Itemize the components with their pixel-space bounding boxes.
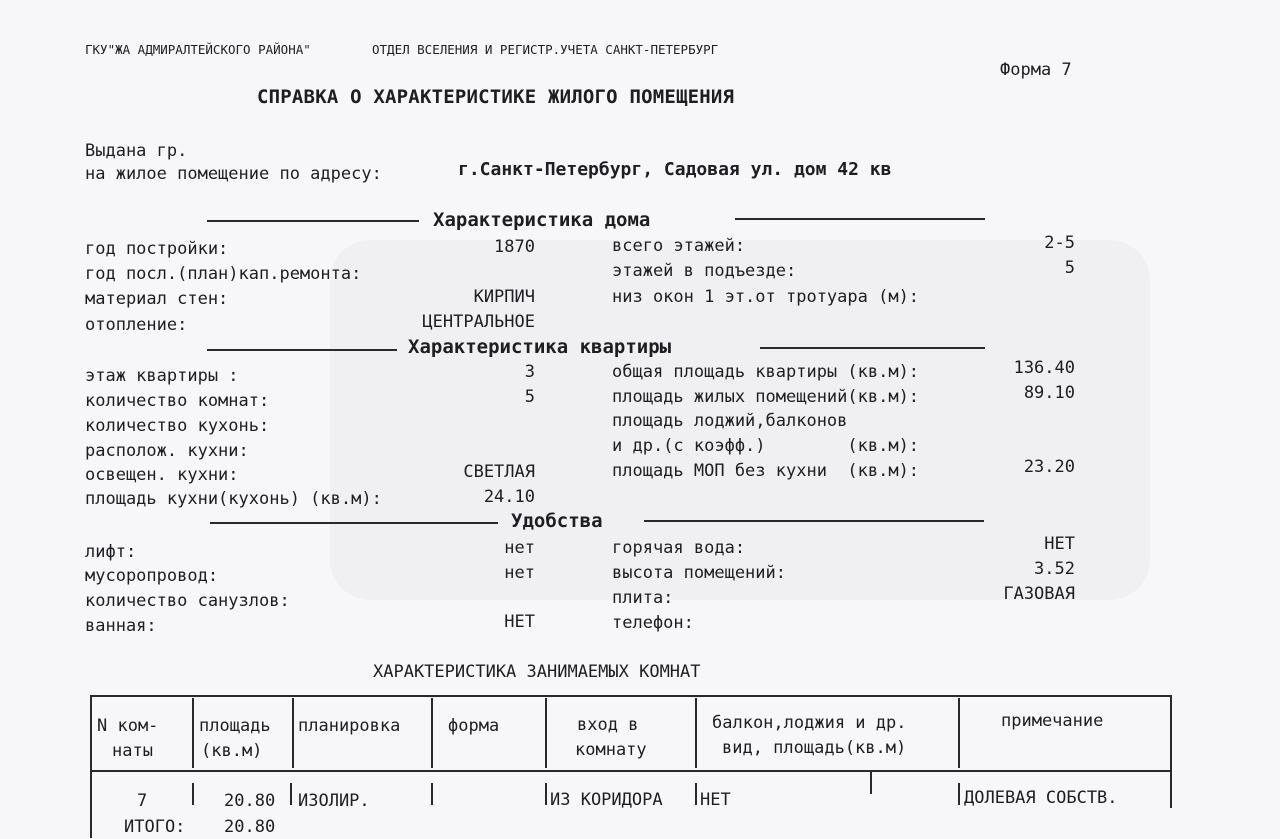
column-divider: [695, 783, 697, 805]
field-label: ванная:: [85, 616, 157, 636]
section-rule: [644, 520, 984, 522]
field-label: и др.(с коэфф.) (кв.м):: [612, 436, 920, 456]
field-label: телефон:: [612, 613, 694, 633]
column-divider: [958, 698, 960, 768]
field-label: площадь МОП без кухни (кв.м):: [612, 461, 920, 481]
field-value: 89.10: [1023, 383, 1075, 403]
column-divider: [290, 783, 292, 805]
house-heading: Характеристика дома: [433, 209, 651, 231]
column-header: комнату: [575, 740, 647, 760]
field-value: 5: [1064, 258, 1075, 278]
column-divider: [545, 698, 547, 768]
field-value: 23.20: [1023, 457, 1075, 477]
field-label: год постройки:: [85, 239, 229, 259]
field-label: площадь кухни(кухонь) (кв.м):: [85, 489, 382, 509]
section-rule: [207, 220, 419, 222]
column-divider: [292, 698, 294, 768]
section-rule: [210, 522, 498, 524]
field-label: количество комнат:: [85, 391, 270, 411]
field-label: отопление:: [85, 315, 188, 335]
column-header: балкон,лоджия и др.: [712, 713, 907, 733]
column-header: (кв.м): [201, 741, 263, 761]
department-name: ОТДЕЛ ВСЕЛЕНИЯ И РЕГИСТР.УЧЕТА САНКТ-ПЕТЕРБУРГ: [372, 42, 719, 57]
column-divider: [192, 698, 194, 768]
table-cell: ИЗ КОРИДОРА: [550, 790, 663, 810]
column-header: площадь: [199, 716, 271, 736]
column-header: вход в: [577, 715, 639, 735]
field-label: мусоропровод:: [85, 566, 219, 586]
column-divider: [870, 772, 872, 794]
section-rule: [735, 218, 985, 220]
field-value: 136.40: [1013, 358, 1075, 378]
field-value: 24.10: [483, 487, 535, 507]
field-label: этажей в подъезде:: [612, 261, 797, 281]
total-label: ИТОГО:: [124, 817, 186, 837]
column-divider: [431, 783, 433, 805]
field-label: количество кухонь:: [85, 416, 270, 436]
field-label: лифт:: [85, 542, 137, 562]
field-label: площадь лоджий,балконов: [612, 411, 848, 431]
column-divider: [192, 783, 194, 805]
field-label: освещен. кухни:: [85, 465, 239, 485]
field-label: всего этажей:: [612, 236, 746, 256]
amenities-heading: Удобства: [511, 510, 603, 532]
field-value: 2-5: [1044, 233, 1075, 253]
table-border-right: [1170, 696, 1172, 808]
column-header: наты: [112, 741, 153, 761]
field-value: нет: [504, 538, 535, 558]
field-value: ГАЗОВАЯ: [1003, 584, 1075, 604]
address-prefix: на жилое помещение по адресу:: [85, 164, 382, 184]
field-value: 3: [524, 362, 535, 382]
issued-line: Выдана гр.: [85, 141, 188, 161]
total-value: 20.80: [224, 817, 276, 837]
field-label: общая площадь квартиры (кв.м):: [612, 362, 920, 382]
field-label: этаж квартиры :: [85, 366, 239, 386]
field-label: горячая вода:: [612, 538, 746, 558]
field-value: нет: [504, 563, 535, 583]
field-value: ЦЕНТРАЛЬНОЕ: [422, 312, 535, 332]
column-divider: [431, 698, 433, 768]
table-cell: НЕТ: [700, 790, 731, 810]
column-header: примечание: [1001, 711, 1104, 731]
column-header: вид, площадь(кв.м): [722, 738, 907, 758]
field-label: плита:: [612, 588, 674, 608]
field-label: год посл.(план)кап.ремонта:: [85, 264, 362, 284]
table-header-rule: [92, 770, 1172, 772]
field-value: КИРПИЧ: [473, 287, 535, 307]
column-header: планировка: [298, 716, 401, 736]
column-header: N ком-: [97, 716, 159, 736]
table-cell: ИЗОЛИР.: [298, 791, 370, 811]
column-divider: [958, 783, 960, 805]
apartment-heading: Характеристика квартиры: [408, 336, 672, 358]
address-value: г.Санкт-Петербург, Садовая ул. дом 42 кв: [458, 159, 892, 180]
field-value: 5: [524, 387, 535, 407]
rooms-heading: ХАРАКТЕРИСТИКА ЗАНИМАЕМЫХ КОМНАТ: [373, 662, 701, 682]
field-label: количество санузлов:: [85, 591, 290, 611]
field-label: площадь жилых помещений(кв.м):: [612, 387, 920, 407]
table-cell: ДОЛЕВАЯ СОБСТВ.: [964, 788, 1118, 808]
field-label: низ окон 1 эт.от тротуара (м):: [612, 287, 920, 307]
org-name: ГКУ"ЖА АДМИРАЛТЕЙСКОГО РАЙОНА": [85, 42, 311, 57]
column-header: форма: [448, 716, 500, 736]
column-divider: [545, 783, 547, 805]
field-label: материал стен:: [85, 289, 229, 309]
field-label: высота помещений:: [612, 563, 786, 583]
table-border-top: [90, 695, 1172, 697]
field-value: 3.52: [1034, 559, 1075, 579]
form-label: Форма 7: [1000, 60, 1072, 80]
table-cell: 20.80: [224, 791, 276, 811]
table-cell: 7: [137, 791, 148, 811]
field-value: НЕТ: [504, 612, 535, 632]
section-rule: [207, 349, 397, 351]
field-label: располож. кухни:: [85, 441, 249, 461]
section-rule: [760, 347, 985, 349]
column-divider: [695, 698, 697, 768]
field-value: 1870: [494, 237, 535, 257]
table-border-left: [90, 696, 92, 838]
document-title: СПРАВКА О ХАРАКТЕРИСТИКЕ ЖИЛОГО ПОМЕЩЕНИЯ: [257, 86, 735, 108]
field-value: СВЕТЛАЯ: [463, 462, 535, 482]
field-value: НЕТ: [1044, 534, 1075, 554]
